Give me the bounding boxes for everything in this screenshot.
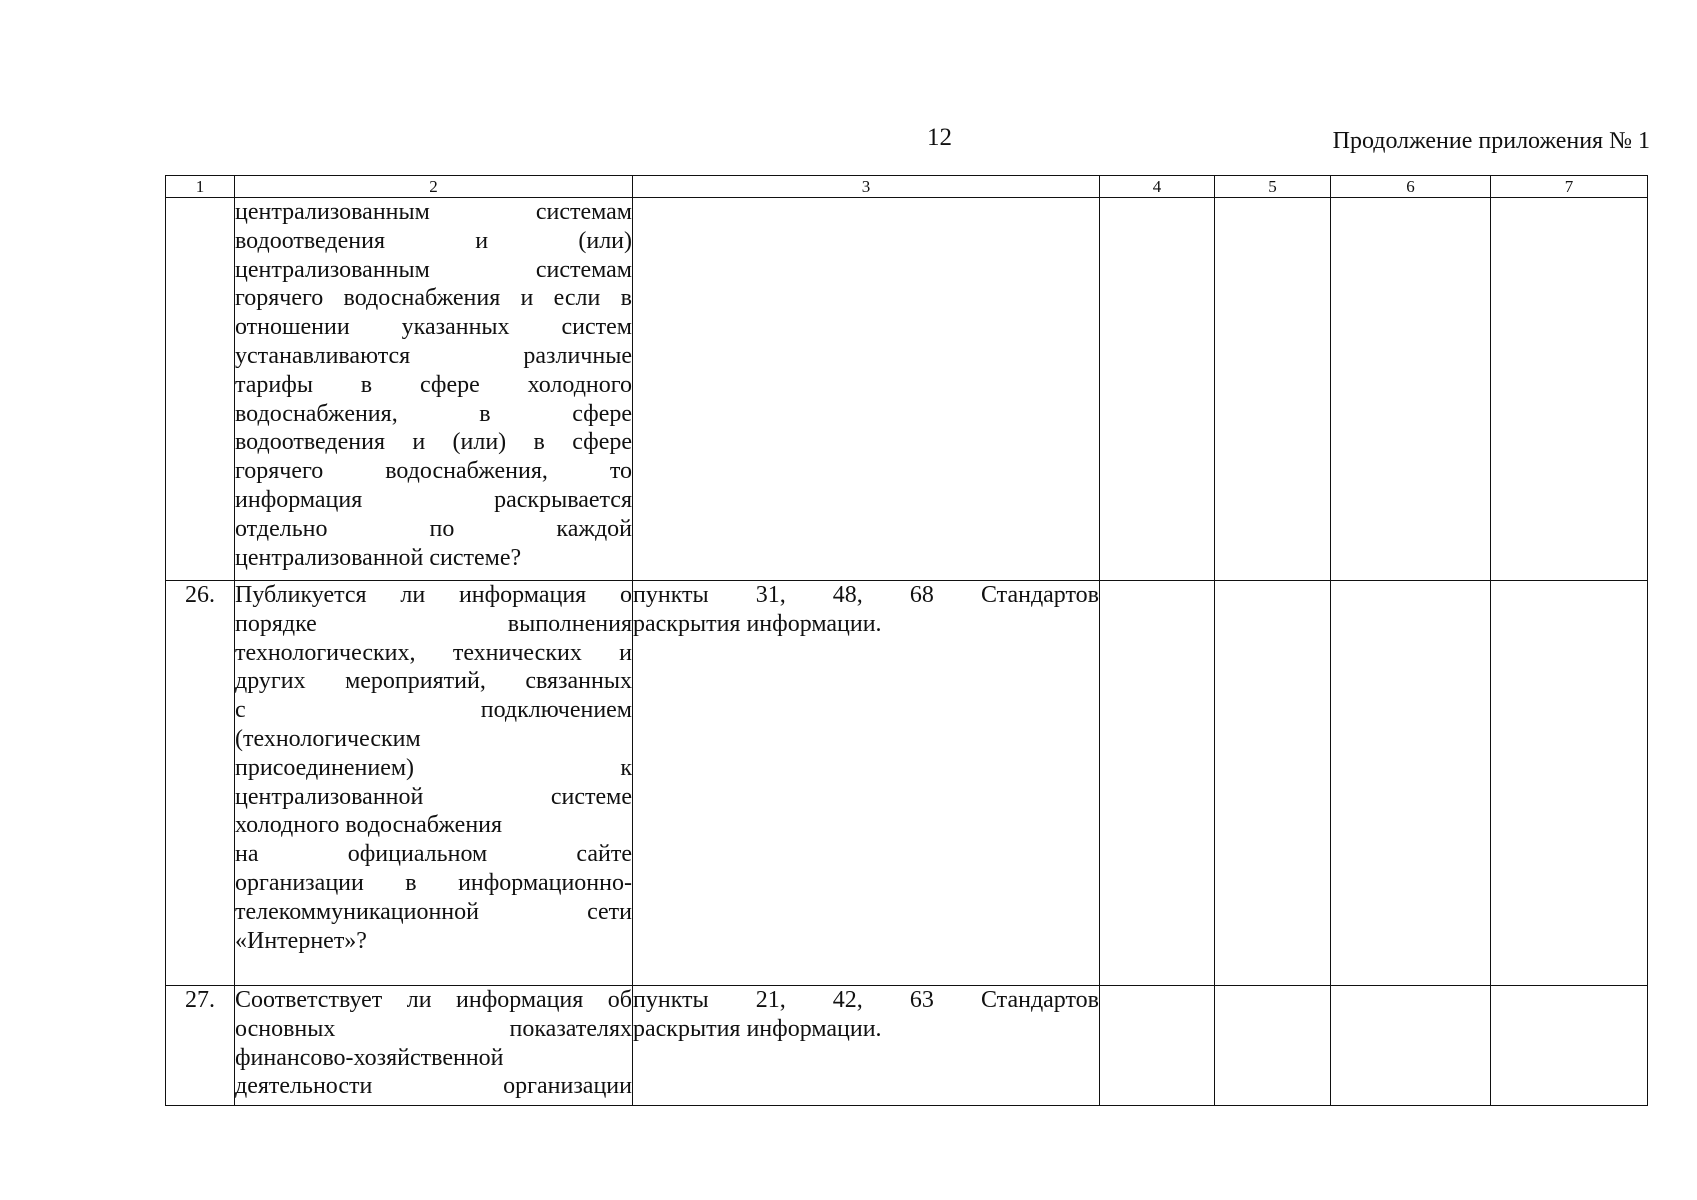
reference-cell: [633, 198, 1100, 581]
header-col-7: 7: [1491, 176, 1648, 198]
question-line: горячего водоснабжения и если в: [235, 285, 632, 312]
question-line: водоотведения и (или) в сфере: [235, 429, 632, 456]
empty-cell-col-6: [1331, 986, 1491, 1106]
reference-cell: [633, 581, 1100, 986]
empty-cell-col-6: [1331, 581, 1491, 986]
header-row: [166, 176, 1648, 198]
reference-line: раскрытия информации.: [633, 610, 882, 637]
question-line: Соответствует ли информация об: [235, 987, 632, 1013]
empty-cell-col-4: [1100, 986, 1215, 1106]
question-line: централизованной системе?: [235, 544, 522, 571]
question-line: основных показателях: [235, 1015, 632, 1042]
table-row: [166, 198, 1648, 581]
question-line: водоотведения и (или): [235, 227, 632, 254]
question-line: Публикуется ли информация о: [235, 582, 632, 608]
empty-cell-col-4: [1100, 581, 1215, 986]
question-line: горячего водоснабжения, то: [235, 458, 632, 485]
reference-line: пункты 31, 48, 68 Стандартов: [633, 582, 1099, 608]
question-cell: [235, 581, 633, 986]
page-number: 12: [927, 124, 952, 151]
question-line: организации в информационно-: [235, 869, 632, 896]
empty-cell-col-5: [1215, 986, 1331, 1106]
reference-line: раскрытия информации.: [633, 1015, 882, 1042]
header-col-1: 1: [166, 176, 235, 198]
header-col-5: 5: [1215, 176, 1331, 198]
empty-cell-col-4: [1100, 198, 1215, 581]
question-line: технологических, технических и: [235, 639, 632, 666]
question-line: централизованным системам: [235, 199, 632, 225]
empty-cell-col-7: [1491, 986, 1648, 1106]
row-number: 26.: [166, 581, 235, 986]
empty-cell-col-7: [1491, 198, 1648, 581]
header-col-6: 6: [1331, 176, 1491, 198]
question-line: финансово-хозяйственной: [235, 1044, 504, 1071]
question-cell: [235, 198, 633, 581]
question-line: централизованным системам: [235, 256, 632, 283]
question-line: информация раскрывается: [235, 486, 632, 513]
question-cell: [235, 986, 633, 1106]
question-line: «Интернет»?: [235, 927, 367, 954]
question-line: (технологическим: [235, 725, 421, 752]
question-line: централизованной системе: [235, 783, 632, 810]
header-col-3: 3: [633, 176, 1100, 198]
question-line: на официальном сайте: [235, 841, 632, 868]
empty-cell-col-5: [1215, 198, 1331, 581]
question-line: присоединением) к: [235, 754, 632, 781]
question-line: водоснабжения, в сфере: [235, 400, 632, 427]
question-line: других мероприятий, связанных: [235, 668, 632, 695]
question-line: с подключением: [235, 697, 632, 724]
row-number: 27.: [166, 986, 235, 1106]
checklist-table: [165, 175, 1648, 1106]
question-line: деятельности организации: [235, 1073, 632, 1100]
question-line: холодного водоснабжения: [235, 812, 503, 839]
empty-cell-col-5: [1215, 581, 1331, 986]
appendix-continuation-note: Продолжение приложения № 1: [1332, 128, 1650, 154]
reference-line: пункты 21, 42, 63 Стандартов: [633, 987, 1099, 1013]
question-line: отношении указанных систем: [235, 314, 632, 341]
empty-cell-col-6: [1331, 198, 1491, 581]
question-line: устанавливаются различные: [235, 342, 632, 369]
header-col-2: 2: [235, 176, 633, 198]
reference-cell: [633, 986, 1100, 1106]
empty-cell-col-7: [1491, 581, 1648, 986]
question-line: телекоммуникационной сети: [235, 898, 632, 925]
question-line: порядке выполнения: [235, 610, 632, 637]
row-number: [166, 198, 235, 581]
header-col-4: 4: [1100, 176, 1215, 198]
question-line: тарифы в сфере холодного: [235, 371, 632, 398]
table-row: [166, 581, 1648, 986]
table-row: [166, 986, 1648, 1106]
question-line: отдельно по каждой: [235, 515, 632, 542]
